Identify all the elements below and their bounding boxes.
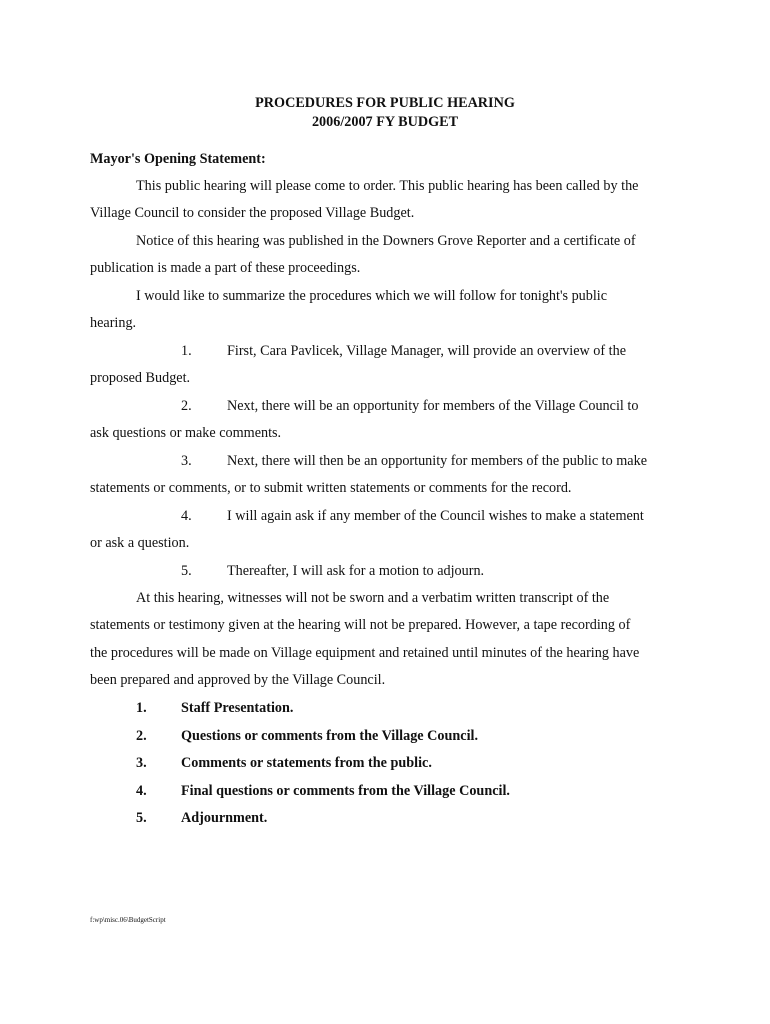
agenda-4-number: 4.: [136, 783, 147, 799]
procedure-2-number: 2.: [181, 398, 192, 414]
agenda-2-number: 2.: [136, 728, 147, 744]
agenda-3-label: Comments or statements from the public.: [181, 755, 432, 771]
closing-paragraph-line-1: At this hearing, witnesses will not be sworn and a verbatim written transcript of the: [136, 590, 610, 606]
closing-paragraph-line-4: been prepared and approved by the Village Council.: [90, 672, 386, 688]
section-heading: Mayor's Opening Statement:: [90, 151, 266, 167]
procedure-1-line-1: First, Cara Pavlicek, Village Manager, will provide an overview of the: [227, 343, 627, 359]
procedure-3-line-1: Next, there will then be an opportunity for members of the public to make: [227, 453, 647, 469]
document-title-line-1: PROCEDURES FOR PUBLIC HEARING: [255, 95, 515, 111]
procedure-5-line-1: Thereafter, I will ask for a motion to adjourn.: [227, 563, 485, 579]
procedure-4-number: 4.: [181, 508, 192, 524]
procedure-2-line-2: ask questions or make comments.: [90, 425, 282, 441]
closing-paragraph-line-2: statements or testimony given at the hearing will not be prepared. However, a tape recording of: [90, 617, 631, 633]
agenda-1-label: Staff Presentation.: [181, 700, 294, 716]
procedure-3-number: 3.: [181, 453, 192, 469]
paragraph-3-line-1: I would like to summarize the procedures which we will follow for tonight's public: [136, 288, 608, 304]
procedure-5-number: 5.: [181, 563, 192, 579]
document-title-line-2: 2006/2007 FY BUDGET: [311, 114, 459, 130]
closing-paragraph-line-3: the procedures will be made on Village equipment and retained until minutes of the hearing have: [90, 645, 640, 661]
agenda-5-number: 5.: [136, 810, 147, 826]
agenda-5-label: Adjournment.: [181, 810, 268, 826]
procedure-4-line-2: or ask a question.: [90, 535, 190, 551]
procedure-3-line-2: statements or comments, or to submit written statements or comments for the record.: [90, 480, 572, 496]
paragraph-1-line-1: This public hearing will please come to order. This public hearing has been called by the: [136, 178, 639, 194]
agenda-1-number: 1.: [136, 700, 147, 716]
agenda-2-label: Questions or comments from the Village Council.: [181, 728, 479, 744]
paragraph-2-line-1: Notice of this hearing was published in the Downers Grove Reporter and a certificate of: [136, 233, 636, 249]
paragraph-3-line-2: hearing.: [90, 315, 137, 331]
agenda-4-label: Final questions or comments from the Village Council.: [181, 783, 510, 799]
procedure-1-line-2: proposed Budget.: [90, 370, 191, 386]
procedure-2-line-1: Next, there will be an opportunity for members of the Village Council to: [227, 398, 639, 414]
footer-file-path: f:wp\misc.06\BudgetScript: [90, 916, 166, 924]
procedure-1-number: 1.: [181, 343, 192, 359]
agenda-3-number: 3.: [136, 755, 147, 771]
procedure-4-line-1: I will again ask if any member of the Council wishes to make a statement: [227, 508, 644, 524]
paragraph-1-line-2: Village Council to consider the proposed Village Budget.: [90, 205, 415, 221]
paragraph-2-line-2: publication is made a part of these proceedings.: [90, 260, 361, 276]
